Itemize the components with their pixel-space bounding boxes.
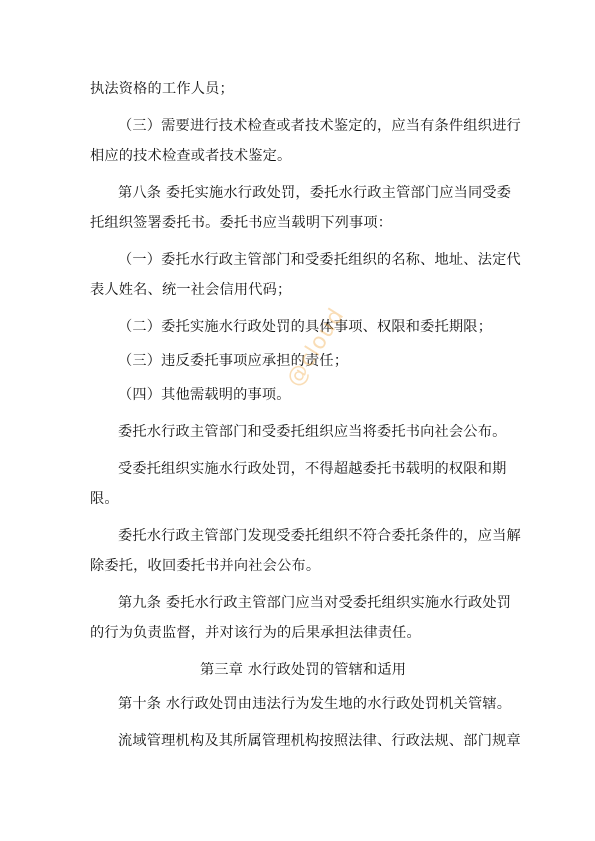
text-line: 第八条 委托实施水行政处罚，委托水行政主管部门应当同受委 (118, 185, 512, 201)
text-line: 除委托，收回委托书并向社会公布。 (90, 558, 321, 574)
text-line: （三）需要进行技术检查或者技术鉴定的，应当有条件组织进行 (118, 118, 521, 134)
text-line: （二）委托实施水行政处罚的具体事项、权限和委托期限； (118, 319, 493, 335)
text-line: 第九条 委托水行政主管部门应当对受委托组织实施水行政处罚 (118, 595, 512, 611)
text-line: 流域管理机构及其所属管理机构按照法律、行政法规、部门规章 (118, 733, 521, 749)
text-line: （一）委托水行政主管部门和受委托组织的名称、地址、法定代 (118, 252, 521, 268)
text-line: 委托水行政主管部门和受委托组织应当将委托书向社会公布。 (118, 424, 507, 440)
watermark (282, 302, 364, 400)
text-line: 委托水行政主管部门发现受委托组织不符合委托条件的，应当解 (118, 528, 521, 544)
text-line: 托组织签署委托书。委托书应当载明下列事项： (90, 215, 393, 231)
text-line: 的行为负责监督，并对该行为的后果承担法律责任。 (90, 625, 421, 641)
text-line: （四）其他需载明的事项。 (118, 387, 291, 403)
text-line: 执法资格的工作人员； (90, 81, 234, 97)
chapter-heading: 第三章 水行政处罚的管辖和适用 (200, 662, 407, 678)
watermark-text: @cloud (282, 303, 350, 392)
text-line: 表人姓名、统一社会信用代码； (90, 282, 292, 298)
text-line: 相应的技术检查或者技术鉴定。 (90, 148, 292, 164)
text-line: （三）违反委托事项应承担的责任； (118, 353, 349, 369)
text-line: 第十条 水行政处罚由违法行为发生地的水行政处罚机关管辖。 (118, 696, 512, 712)
text-line: 限。 (90, 491, 119, 507)
text-line: 受委托组织实施水行政处罚，不得超越委托书载明的权限和期 (118, 461, 507, 477)
